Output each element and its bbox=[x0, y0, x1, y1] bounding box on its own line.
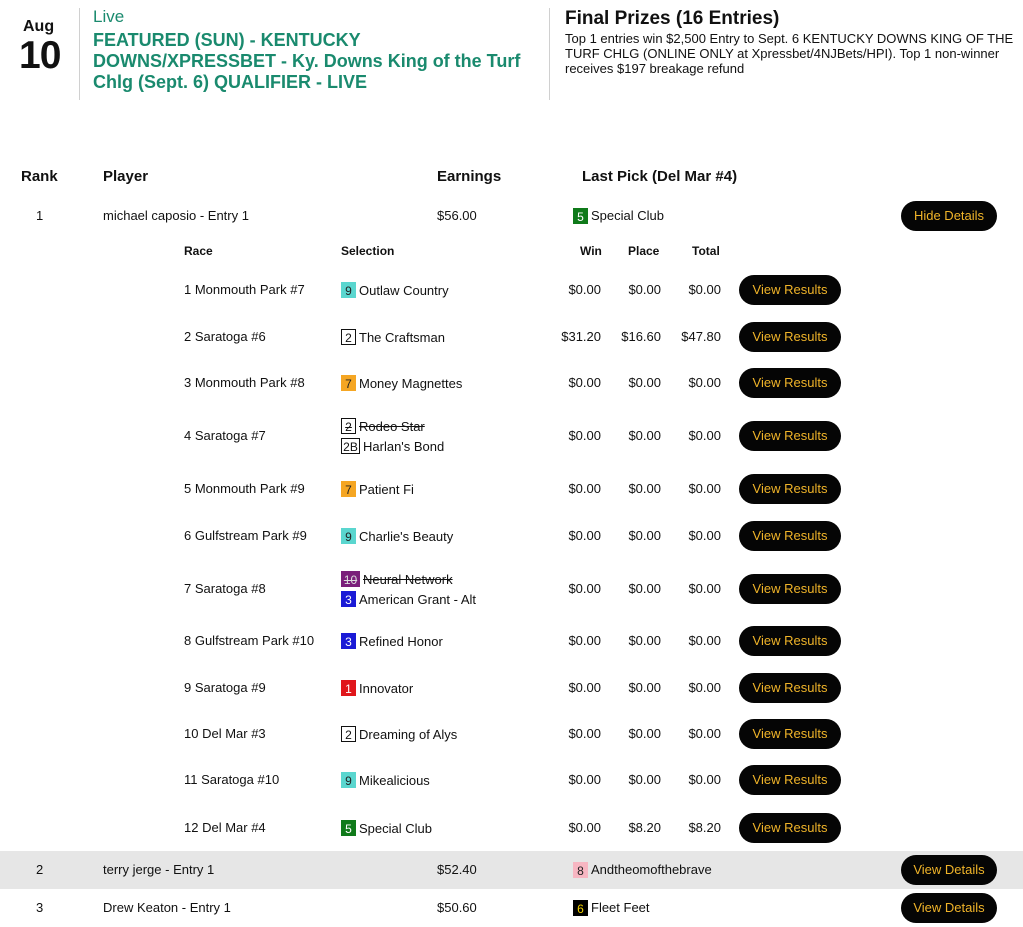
leaderboard-row-2 bbox=[0, 851, 1023, 889]
post-position-badge: 7 bbox=[341, 375, 356, 391]
view-results-button[interactable]: View Results bbox=[739, 813, 841, 843]
win-amount: $0.00 bbox=[568, 772, 601, 787]
post-position-badge: 9 bbox=[341, 528, 356, 544]
earnings: $52.40 bbox=[437, 862, 477, 877]
rank: 1 bbox=[36, 208, 44, 223]
post-position-badge: 2B bbox=[341, 438, 360, 454]
race-name: 6 Gulfstream Park #9 bbox=[184, 528, 307, 543]
post-position-badge: 1 bbox=[341, 680, 356, 696]
horse-name: Special Club bbox=[359, 820, 432, 836]
win-amount: $0.00 bbox=[568, 528, 601, 543]
race-name: 7 Saratoga #8 bbox=[184, 581, 266, 596]
scratched-horse-name: Neural Network bbox=[363, 571, 453, 587]
col-race-header: Race bbox=[184, 244, 213, 258]
post-position-badge: 9 bbox=[341, 772, 356, 788]
selection-cell bbox=[341, 724, 457, 744]
horse-name: Patient Fi bbox=[359, 481, 414, 497]
horse-name: Harlan's Bond bbox=[363, 438, 445, 454]
view-results-button[interactable]: View Results bbox=[739, 521, 841, 551]
total-amount: $8.20 bbox=[688, 820, 721, 835]
total-amount: $0.00 bbox=[688, 772, 721, 787]
selection-cell bbox=[341, 526, 453, 546]
selection-cell bbox=[341, 327, 445, 347]
place-amount: $16.60 bbox=[621, 329, 661, 344]
detail-row bbox=[0, 521, 1023, 551]
col-earnings-header: Earnings bbox=[437, 168, 502, 185]
earnings: $50.60 bbox=[437, 900, 477, 915]
selection-line bbox=[341, 770, 430, 790]
place-amount: $8.20 bbox=[628, 820, 661, 835]
selection-line bbox=[341, 280, 449, 300]
win-amount: $0.00 bbox=[568, 726, 601, 741]
view-results-button[interactable]: View Results bbox=[739, 421, 841, 451]
view-results-button[interactable]: View Results bbox=[739, 322, 841, 352]
earnings: $56.00 bbox=[437, 208, 477, 223]
date-day: 10 bbox=[19, 34, 61, 77]
col-win-header: Win bbox=[580, 244, 602, 258]
total-amount: $47.80 bbox=[681, 329, 721, 344]
selection-cell bbox=[341, 280, 449, 300]
post-position-badge: 8 bbox=[573, 862, 588, 878]
detail-row bbox=[0, 571, 1023, 607]
selection-line bbox=[341, 479, 414, 499]
detail-row bbox=[0, 719, 1023, 749]
horse-name: Mikealicious bbox=[359, 772, 430, 788]
win-amount: $0.00 bbox=[568, 282, 601, 297]
view-results-button[interactable]: View Results bbox=[739, 626, 841, 656]
total-amount: $0.00 bbox=[688, 375, 721, 390]
win-amount: $31.20 bbox=[561, 329, 601, 344]
last-pick-horse: Andtheomofthebrave bbox=[591, 862, 712, 877]
post-position-badge: 6 bbox=[573, 900, 588, 916]
selection-line bbox=[341, 818, 432, 838]
race-name: 11 Saratoga #10 bbox=[184, 772, 280, 787]
post-position-badge: 5 bbox=[341, 820, 356, 836]
total-amount: $0.00 bbox=[688, 528, 721, 543]
selection-cell bbox=[341, 416, 444, 456]
place-amount: $0.00 bbox=[628, 772, 661, 787]
header-divider-2 bbox=[549, 8, 550, 100]
win-amount: $0.00 bbox=[568, 375, 601, 390]
horse-name: Money Magnettes bbox=[359, 375, 463, 391]
col-total-header: Total bbox=[692, 244, 720, 258]
post-position-badge: 2 bbox=[341, 329, 356, 345]
total-amount: $0.00 bbox=[688, 633, 721, 648]
selection-cell bbox=[341, 631, 443, 651]
total-amount: $0.00 bbox=[688, 581, 721, 596]
view-results-button[interactable]: View Results bbox=[739, 368, 841, 398]
detail-row bbox=[0, 368, 1023, 398]
view-results-button[interactable]: View Results bbox=[739, 574, 841, 604]
prizes-description: Top 1 entries win $2,500 Entry to Sept. 6 KENTUCKY DOWNS KING OF THE TURF CHLG (ONLINE ONLY at Xpressbet/4NJBets/HPI). Top 1 non-winner receives $197 breakage refund bbox=[565, 31, 1014, 76]
detail-row bbox=[0, 322, 1023, 352]
place-amount: $0.00 bbox=[628, 680, 661, 695]
col-player-header: Player bbox=[103, 168, 149, 185]
col-rank-header: Rank bbox=[21, 168, 58, 185]
race-name: 8 Gulfstream Park #10 bbox=[184, 633, 315, 648]
race-name: 4 Saratoga #7 bbox=[184, 428, 266, 443]
horse-name: Outlaw Country bbox=[359, 282, 449, 298]
col-last-pick-header: Last Pick (Del Mar #4) bbox=[582, 168, 738, 185]
selection-line bbox=[341, 569, 476, 589]
last-pick bbox=[573, 197, 664, 235]
horse-name: American Grant - Alt bbox=[359, 591, 477, 607]
selection-line bbox=[341, 327, 445, 347]
selection-cell bbox=[341, 569, 476, 609]
post-position-badge: 2 bbox=[341, 726, 356, 742]
prizes-title: Final Prizes (16 Entries) bbox=[565, 8, 780, 29]
view-results-button[interactable]: View Results bbox=[739, 474, 841, 504]
view-results-button[interactable]: View Results bbox=[739, 719, 841, 749]
selection-line bbox=[341, 724, 457, 744]
player-name: terry jerge - Entry 1 bbox=[103, 862, 215, 877]
rank: 3 bbox=[36, 900, 44, 915]
selection-line bbox=[341, 631, 443, 651]
horse-name: Dreaming of Alys bbox=[359, 726, 458, 742]
player-name: Drew Keaton - Entry 1 bbox=[103, 900, 231, 915]
selection-line bbox=[341, 678, 413, 698]
selection-cell bbox=[341, 373, 462, 393]
total-amount: $0.00 bbox=[688, 680, 721, 695]
status-live: Live bbox=[93, 7, 125, 26]
post-position-badge: 7 bbox=[341, 481, 356, 497]
leaderboard-row-1 bbox=[0, 197, 1023, 235]
selection-cell bbox=[341, 770, 430, 790]
win-amount: $0.00 bbox=[568, 820, 601, 835]
view-results-button[interactable]: View Results bbox=[739, 765, 841, 795]
horse-name: Refined Honor bbox=[359, 633, 443, 649]
win-amount: $0.00 bbox=[568, 481, 601, 496]
detail-row bbox=[0, 813, 1023, 843]
place-amount: $0.00 bbox=[628, 726, 661, 741]
detail-row bbox=[0, 474, 1023, 504]
header-divider bbox=[79, 8, 80, 100]
post-position-badge: 5 bbox=[573, 208, 588, 224]
selection-cell bbox=[341, 479, 414, 499]
place-amount: $0.00 bbox=[628, 581, 661, 596]
hide-details-button[interactable]: Hide Details bbox=[901, 201, 997, 231]
place-amount: $0.00 bbox=[628, 633, 661, 648]
player-name: michael caposio - Entry 1 bbox=[103, 208, 249, 223]
place-amount: $0.00 bbox=[628, 528, 661, 543]
selection-line bbox=[341, 589, 476, 609]
race-name: 10 Del Mar #3 bbox=[184, 726, 266, 741]
win-amount: $0.00 bbox=[568, 581, 601, 596]
view-results-button[interactable]: View Results bbox=[739, 275, 841, 305]
detail-row bbox=[0, 765, 1023, 795]
place-amount: $0.00 bbox=[628, 375, 661, 390]
leaderboard-row-3 bbox=[0, 889, 1023, 927]
last-pick bbox=[573, 851, 712, 889]
last-pick-horse: Fleet Feet bbox=[591, 900, 650, 915]
post-position-badge: 3 bbox=[341, 633, 356, 649]
selection-line bbox=[341, 436, 444, 456]
selection-cell bbox=[341, 678, 413, 698]
post-position-badge: 10 bbox=[341, 571, 360, 587]
date-month: Aug bbox=[23, 18, 55, 35]
total-amount: $0.00 bbox=[688, 481, 721, 496]
place-amount: $0.00 bbox=[628, 428, 661, 443]
post-position-badge: 9 bbox=[341, 282, 356, 298]
selection-line bbox=[341, 373, 462, 393]
win-amount: $0.00 bbox=[568, 680, 601, 695]
race-name: 5 Monmouth Park #9 bbox=[184, 481, 305, 496]
race-name: 2 Saratoga #6 bbox=[184, 329, 266, 344]
last-pick-horse: Special Club bbox=[591, 208, 664, 223]
win-amount: $0.00 bbox=[568, 633, 601, 648]
rank: 2 bbox=[36, 862, 44, 877]
race-name: 3 Monmouth Park #8 bbox=[184, 375, 305, 390]
post-position-badge: 2 bbox=[341, 418, 356, 434]
detail-row bbox=[0, 673, 1023, 703]
selection-cell bbox=[341, 818, 432, 838]
race-name: 12 Del Mar #4 bbox=[184, 820, 266, 835]
win-amount: $0.00 bbox=[568, 428, 601, 443]
place-amount: $0.00 bbox=[628, 282, 661, 297]
contest-title: FEATURED (SUN) - KENTUCKY DOWNS/XPRESSBET - Ky. Downs King of the Turf Chlg (Sept. 6) QUALIFIER - LIVE bbox=[93, 30, 521, 92]
view-details-button[interactable]: View Details bbox=[901, 855, 997, 885]
selection-line bbox=[341, 526, 453, 546]
race-name: 9 Saratoga #9 bbox=[184, 680, 266, 695]
selection-line bbox=[341, 416, 444, 436]
place-amount: $0.00 bbox=[628, 481, 661, 496]
detail-row bbox=[0, 275, 1023, 305]
horse-name: The Craftsman bbox=[359, 329, 445, 345]
post-position-badge: 3 bbox=[341, 591, 356, 607]
view-results-button[interactable]: View Results bbox=[739, 673, 841, 703]
race-name: 1 Monmouth Park #7 bbox=[184, 282, 305, 297]
total-amount: $0.00 bbox=[688, 428, 721, 443]
col-place-header: Place bbox=[628, 244, 660, 258]
detail-row bbox=[0, 418, 1023, 454]
scratched-horse-name: Rodeo Star bbox=[359, 418, 425, 434]
total-amount: $0.00 bbox=[688, 282, 721, 297]
total-amount: $0.00 bbox=[688, 726, 721, 741]
last-pick bbox=[573, 889, 650, 927]
horse-name: Charlie's Beauty bbox=[359, 528, 454, 544]
col-selection-header: Selection bbox=[341, 244, 395, 258]
detail-row bbox=[0, 626, 1023, 656]
horse-name: Innovator bbox=[359, 680, 414, 696]
view-details-button[interactable]: View Details bbox=[901, 893, 997, 923]
